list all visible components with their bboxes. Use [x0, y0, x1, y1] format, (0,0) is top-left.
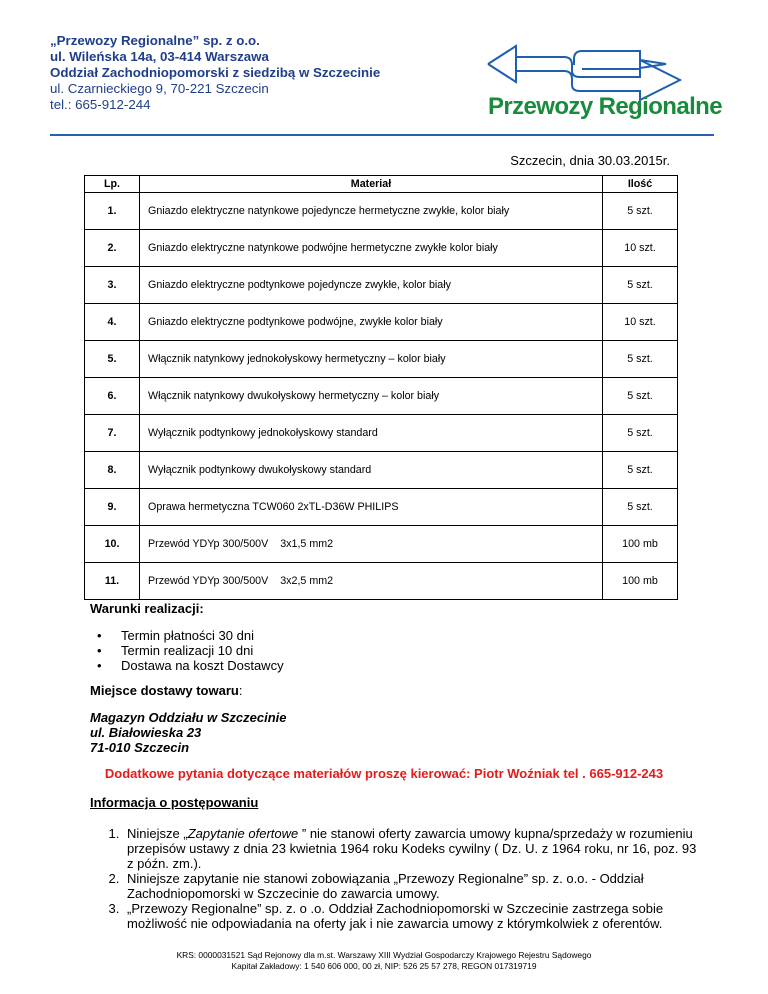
- header-divider: [50, 134, 714, 136]
- row-quantity: 10 szt.: [603, 304, 678, 341]
- row-material: Gniazdo elektryczne podtynkowe pojedyncze zwykłe, kolor biały: [140, 267, 603, 304]
- table-row: [85, 304, 678, 341]
- list-item: 2. Niniejsze zapytanie nie stanowi zobowiązania „Przewozy Regionalne” sp. z. o.o. - Oddział Zachodniopomorski w Szczecinie do zawarcia umowy.: [123, 871, 703, 901]
- delivery-title: Miejsce dostawy towaru: [90, 683, 239, 698]
- list-item: • Termin realizacji 10 dni: [121, 643, 284, 658]
- row-quantity: 100 mb: [603, 526, 678, 563]
- row-material: Przewód YDYp 300/500V 3x1,5 mm2: [140, 526, 603, 563]
- footer-line: KRS: 0000031521 Sąd Rejonowy dla m.st. Warszawy XIII Wydział Gospodarczy Krajowego Rejestru Sądowego: [176, 950, 592, 960]
- table-row: [85, 341, 678, 378]
- conditions-title: Warunki realizacji:: [90, 601, 204, 616]
- info-title: Informacja o postępowaniu: [90, 795, 259, 810]
- table-row: [85, 230, 678, 267]
- company-name: „Przewozy Regionalne” sp. z o.o.: [50, 33, 260, 48]
- row-number: 10.: [85, 526, 140, 563]
- row-spec: 3x2,5 mm2: [280, 575, 334, 587]
- row-material: Gniazdo elektryczne natynkowe pojedyncze hermetyczne zwykłe, kolor biały: [140, 193, 603, 230]
- row-quantity: 100 mb: [603, 563, 678, 600]
- row-number: 11.: [85, 563, 140, 600]
- row-number: 3.: [85, 267, 140, 304]
- company-header: [50, 33, 470, 113]
- table-row: [85, 267, 678, 304]
- table-row: [85, 452, 678, 489]
- delivery-section: [90, 683, 287, 755]
- row-quantity: 5 szt.: [603, 452, 678, 489]
- info-list: [90, 826, 703, 931]
- table-row: [85, 415, 678, 452]
- conditions-section: [90, 601, 284, 673]
- header-qty: Ilość: [603, 176, 678, 193]
- row-number: 7.: [85, 415, 140, 452]
- list-item: • Termin płatności 30 dni: [121, 628, 284, 643]
- list-item: 1. Niniejsze „Zapytanie ofertowe ” nie stanowi oferty zawarcia umowy kupna/sprzedaży w rozumieniu przepisów ustawy z dnia 23 kwietnia 1964 roku Kodeks cywilny ( Dz. U. z 1964 roku, nr 16, poz. 93 z późn. zm.).: [123, 826, 703, 871]
- row-quantity: 5 szt.: [603, 267, 678, 304]
- table-row: [85, 378, 678, 415]
- row-material: Gniazdo elektryczne natynkowe podwójne hermetyczne zwykłe kolor biały: [140, 230, 603, 267]
- header-lp: Lp.: [85, 176, 140, 193]
- row-number: 9.: [85, 489, 140, 526]
- row-material: Wyłącznik podtynkowy dwukołyskowy standard: [140, 452, 603, 489]
- table-row: [85, 563, 678, 600]
- company-address: ul. Wileńska 14a, 03-414 Warszawa: [50, 49, 269, 64]
- branch-name: Oddział Zachodniopomorski z siedzibą w Szczecinie: [50, 65, 381, 80]
- row-number: 5.: [85, 341, 140, 378]
- footer-line: Kapitał Zakładowy: 1 540 606 000, 00 zł, NIP: 526 25 57 278, REGON 017319719: [231, 961, 537, 971]
- document-date: Szczecin, dnia 30.03.2015r.: [510, 153, 670, 168]
- row-quantity: 5 szt.: [603, 489, 678, 526]
- delivery-line: Magazyn Oddziału w Szczecinie: [90, 710, 287, 725]
- table-row: [85, 193, 678, 230]
- row-material: Wyłącznik podtynkowy jednokołyskowy standard: [140, 415, 603, 452]
- materials-table: [84, 175, 678, 600]
- delivery-line: 71-010 Szczecin: [90, 740, 190, 755]
- conditions-list: [90, 628, 284, 673]
- row-material: Oprawa hermetyczna TCW060 2xTL-D36W PHILIPS: [140, 489, 603, 526]
- row-quantity: 5 szt.: [603, 193, 678, 230]
- delivery-line: ul. Białowieska 23: [90, 725, 202, 740]
- row-material: Włącznik natynkowy jednokołyskowy hermetyczny – kolor biały: [140, 341, 603, 378]
- logo-text: Przewozy Regionalne: [488, 93, 722, 120]
- row-quantity: 10 szt.: [603, 230, 678, 267]
- info-section: [90, 795, 703, 931]
- table-row: [85, 526, 678, 563]
- row-quantity: 5 szt.: [603, 378, 678, 415]
- footer: [0, 950, 768, 972]
- table-header-row: [85, 176, 678, 193]
- branch-phone: tel.: 665-912-244: [50, 97, 151, 112]
- row-number: 4.: [85, 304, 140, 341]
- row-quantity: 5 szt.: [603, 341, 678, 378]
- row-material: Włącznik natynkowy dwukołyskowy hermetyczny – kolor biały: [140, 378, 603, 415]
- row-number: 2.: [85, 230, 140, 267]
- row-number: 1.: [85, 193, 140, 230]
- list-item: 3. „Przewozy Regionalne” sp. z. o .o. Oddział Zachodniopomorski w Szczecinie zastrzega sobie możliwość nie odpowiadania na oferty jak i nie zawarcia umowy z którymkolwiek z oferentów.: [123, 901, 703, 931]
- row-material: Przewód YDYp 300/500V 3x2,5 mm2: [140, 563, 603, 600]
- row-number: 6.: [85, 378, 140, 415]
- branch-address: ul. Czarnieckiego 9, 70-221 Szczecin: [50, 81, 269, 96]
- delivery-colon: :: [238, 683, 243, 698]
- row-spec: 3x1,5 mm2: [280, 538, 334, 550]
- list-item: • Dostawa na koszt Dostawcy: [121, 658, 284, 673]
- row-quantity: 5 szt.: [603, 415, 678, 452]
- header-material: Materiał: [140, 176, 603, 193]
- row-material: Gniazdo elektryczne podtynkowe podwójne, zwykłe kolor biały: [140, 304, 603, 341]
- contact-note: Dodatkowe pytania dotyczące materiałów proszę kierować: Piotr Woźniak tel . 665-912-243: [104, 766, 664, 781]
- table-row: [85, 489, 678, 526]
- row-number: 8.: [85, 452, 140, 489]
